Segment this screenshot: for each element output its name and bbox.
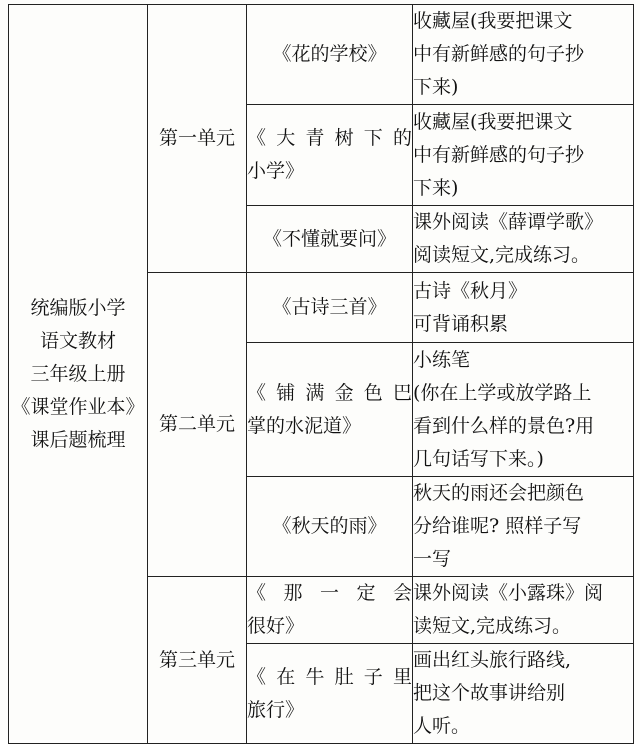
- task-line: 把这个故事讲给别: [413, 682, 566, 704]
- lesson-title-line: 《在牛肚子里: [247, 665, 412, 688]
- task-line: 小练笔: [413, 348, 471, 371]
- lesson-title-line: 《不懂就要问》: [262, 227, 396, 250]
- task-line: 可背诵积累: [413, 312, 509, 335]
- task-line: 课外阅读《薛谭学歌》: [413, 211, 604, 233]
- lesson-title-line: 《大青树下的: [247, 127, 412, 149]
- root-label-line: 语文教材: [39, 329, 116, 352]
- task-line: 古诗《秋月》: [413, 279, 528, 302]
- lesson-task: [413, 206, 634, 273]
- unit-name: 第一单元: [148, 5, 247, 273]
- lesson-task: [413, 105, 634, 206]
- task-line: 中有新鲜感的句子抄: [413, 143, 585, 166]
- root-label-line: 统编版小学: [30, 296, 126, 319]
- lesson-title-line: 《古诗三首》: [272, 296, 387, 318]
- task-line: 画出红头旅行路线,: [413, 649, 572, 671]
- lesson-title-line: 《花的学校》: [272, 43, 387, 65]
- lesson-title-line: 很好》: [247, 615, 305, 637]
- lesson-title: [247, 577, 413, 644]
- task-line: 下来): [413, 76, 459, 98]
- table-row: [9, 5, 634, 105]
- lesson-title-line: 掌的水泥道》: [247, 414, 362, 437]
- task-line: 看到什么样的景色?用: [413, 414, 595, 437]
- lesson-title: [247, 343, 413, 477]
- lesson-task: [413, 273, 634, 343]
- lesson-title: [247, 477, 413, 577]
- root-label-line: 课后题梳理: [30, 428, 126, 451]
- lesson-task: [413, 5, 634, 105]
- root-label-line: 三年级上册: [30, 362, 126, 385]
- lesson-title: [247, 273, 413, 343]
- lesson-title: [247, 5, 413, 105]
- lesson-task: [413, 577, 634, 644]
- task-line: 课外阅读《小露珠》阅: [413, 582, 604, 604]
- lesson-task: [413, 343, 634, 477]
- lesson-title: [247, 644, 413, 744]
- task-line: (你在上学或放学路上: [413, 381, 592, 404]
- task-line: 下来): [413, 176, 459, 199]
- unit-name: 第二单元: [148, 273, 247, 577]
- lesson-title-line: 旅行》: [247, 698, 305, 721]
- lesson-title: [247, 105, 413, 206]
- task-line: 人听。: [413, 715, 471, 737]
- task-line: 几句话写下来。): [413, 447, 544, 470]
- task-line: 收藏屋(我要把课文: [413, 110, 573, 133]
- task-line: 秋天的雨还会把颜色: [413, 482, 585, 504]
- root-label: [9, 5, 148, 744]
- task-line: 阅读短文,完成练习。: [413, 244, 591, 266]
- lesson-task: [413, 644, 634, 744]
- task-line: 中有新鲜感的句子抄: [413, 43, 585, 65]
- lesson-title-line: 小学》: [247, 160, 305, 182]
- lesson-task: [413, 477, 634, 577]
- lesson-title-line: 《铺满金色巴: [247, 381, 412, 404]
- lesson-title-line: 《秋天的雨》: [272, 515, 387, 537]
- unit-name: 第三单元: [148, 577, 247, 744]
- task-line: 收藏屋(我要把课文: [413, 10, 573, 32]
- task-line: 读短文,完成练习。: [413, 615, 572, 637]
- lesson-title: [247, 206, 413, 273]
- root-label-line: 《课堂作业本》: [11, 395, 145, 418]
- task-line: 分给谁呢? 照样子写: [413, 515, 582, 537]
- task-line: 一写: [413, 548, 452, 570]
- summary-table: [8, 4, 634, 744]
- lesson-title-line: 《那一定会: [247, 582, 412, 604]
